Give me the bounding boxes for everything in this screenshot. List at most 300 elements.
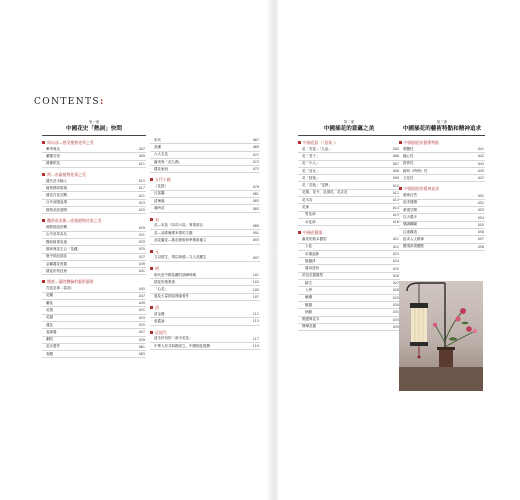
toc-entry-label: 審美的基本器型 — [302, 236, 327, 241]
toc-entry[interactable] — [298, 244, 400, 251]
toc-entry[interactable] — [150, 279, 260, 286]
toc-entry-label: 藝術自然 — [403, 193, 417, 198]
toc-entry[interactable] — [298, 280, 400, 287]
toc-entry-page: 055 — [138, 323, 145, 328]
toc-entry[interactable] — [42, 285, 146, 292]
toc-entry-page: 021 — [392, 237, 399, 242]
toc-entry-label: 盛及大量插花理論著作 — [154, 294, 189, 299]
toc-entry-label: 以少勝多 — [403, 215, 417, 220]
toc-entry-page: 013 — [392, 198, 399, 203]
toc-entry-label: 花「君子」 — [302, 153, 320, 158]
toc-entry-page: 081 — [252, 191, 259, 196]
section-heading-text: 魏晉南北朝—欣賞植物花果之美 — [47, 218, 102, 224]
toc-entry-label: 品花鑑花—插花藝術和學禮系確立 — [154, 237, 207, 242]
toc-entry[interactable] — [42, 239, 146, 246]
toc-entry-page: 055 — [477, 222, 484, 227]
toc-entry-label: 卷線器 — [46, 329, 57, 334]
part-number: 第三冊 — [436, 120, 448, 124]
section-marker-icon — [298, 141, 301, 144]
section-heading-text: 近現代 — [155, 329, 167, 335]
toc-entry-page: 023 — [138, 200, 145, 205]
toc-entry-label: 缽生 — [305, 280, 312, 285]
toc-entry[interactable] — [150, 237, 260, 244]
toc-entry-page: 045 — [138, 286, 145, 291]
toc-entry-page: 083 — [252, 199, 259, 204]
toc-entry[interactable] — [42, 192, 146, 199]
toc-entry[interactable] — [298, 302, 400, 309]
toc-entry-page: 022 — [392, 244, 399, 249]
toc-entry-page: 042 — [477, 154, 484, 159]
toc-entry-page: 111 — [252, 312, 259, 317]
toc-entry-page: 037 — [138, 254, 145, 259]
toc-entry-label: 隱代花木輸入 — [46, 178, 67, 183]
toc-entry-page: 057 — [477, 237, 484, 242]
toc-section — [150, 266, 260, 301]
toc-section — [150, 177, 260, 212]
toc-entry[interactable] — [150, 198, 260, 205]
toc-entry-page: 014 — [392, 205, 399, 210]
toc-entry-page: 035 — [392, 324, 399, 329]
toc-entry[interactable] — [42, 300, 146, 307]
section-heading-text: 中國插花的藝術特點 — [404, 140, 440, 145]
toc-entry-page: 029 — [392, 295, 399, 300]
contents-title-text: CONTENTS — [34, 97, 100, 107]
toc-entry-label: 女花神 — [305, 219, 316, 224]
toc-entry-label: 清金器 — [154, 311, 165, 316]
toc-entry-page: 029 — [138, 225, 145, 230]
section-marker-icon — [150, 218, 153, 221]
toc-entry[interactable] — [298, 146, 400, 153]
toc-entry[interactable] — [150, 144, 260, 151]
toc-entry-label: 隨心性 — [403, 153, 414, 158]
toc-entry-page: 035 — [138, 247, 145, 252]
toc-entry[interactable] — [150, 230, 260, 237]
toc-entry-page: 005 — [392, 147, 399, 152]
toc-entry[interactable] — [42, 307, 146, 314]
part-one-column — [42, 120, 146, 358]
toc-entry-page: 085 — [252, 206, 259, 211]
right-page — [278, 0, 520, 500]
toc-entry-label: 參考與比 — [46, 146, 60, 151]
toc-entry-page: 049 — [138, 301, 145, 306]
toc-section — [150, 330, 260, 351]
toc-entry-page: 051 — [477, 193, 484, 198]
toc-entry[interactable] — [298, 219, 400, 226]
toc-entry-label: 劇院 — [46, 337, 53, 342]
toc-entry[interactable] — [150, 223, 260, 230]
toc-entry-page: 041 — [477, 147, 484, 152]
toc-entry[interactable] — [298, 287, 400, 294]
toc-entry-label: 花「按客」 — [302, 175, 320, 180]
toc-entry[interactable] — [42, 185, 146, 192]
toc-entry-label: 隱花折枝技術 — [46, 268, 67, 273]
toc-entry[interactable] — [298, 295, 400, 302]
part-one-column-continued — [150, 133, 260, 350]
toc-entry-page: 071 — [252, 152, 259, 157]
toc-entry-label: 國畫與花木 — [302, 317, 320, 322]
toc-entry-page: 061 — [138, 344, 145, 349]
toc-entry-label: 市場盆鉢 — [305, 251, 319, 256]
toc-entry[interactable] — [42, 344, 146, 351]
toc-entry[interactable] — [150, 311, 260, 318]
toc-entry[interactable] — [42, 178, 146, 185]
toc-entry-page: 047 — [138, 293, 145, 298]
title-rule — [399, 135, 485, 136]
toc-entry[interactable] — [150, 336, 260, 343]
title-rule — [42, 135, 146, 136]
toc-entry[interactable] — [42, 322, 146, 329]
toc-entry-label: 臉盤 — [305, 302, 312, 307]
toc-entry-label: 歲時花 — [154, 206, 165, 211]
toc-entry-page: 043 — [477, 161, 484, 166]
toc-entry-page: 097 — [252, 255, 259, 260]
toc-entry-label: 瓦盆鑑 — [154, 191, 165, 196]
toc-entry-label: 重視空間 — [403, 207, 417, 212]
toc-entry[interactable] — [298, 161, 400, 168]
section-heading-text: 中國插花的精神追求 — [404, 186, 440, 192]
toc-entry-page: 067 — [252, 138, 259, 143]
toc-entry-page: 056 — [477, 230, 484, 235]
toc-entry-label: 高潔 — [154, 144, 161, 149]
toc-entry-page: 073 — [252, 160, 259, 165]
toc-entry-page: 047 — [477, 176, 484, 181]
toc-entry-label: 花藥 — [46, 293, 53, 298]
toc-entry-page: 053 — [477, 208, 484, 213]
toc-entry[interactable] — [298, 324, 400, 331]
section-marker-icon — [42, 219, 45, 222]
toc-entry[interactable] — [42, 261, 146, 268]
toc-entry-page: 117 — [252, 336, 259, 341]
toc-entry-label: 常見花器器型 — [302, 273, 323, 278]
toc-entry[interactable] — [298, 168, 400, 175]
toc-entry-label: 意蓋論 — [154, 318, 165, 323]
toc-entry[interactable] — [150, 286, 260, 293]
toc-section — [42, 172, 146, 214]
toc-entry-label: 中華人民共和國成立，中國插花復興 — [154, 343, 210, 348]
toc-entry-page: 011 — [138, 161, 145, 166]
toc-entry[interactable] — [298, 182, 400, 189]
toc-entry[interactable] — [399, 168, 485, 175]
toc-entry-label: 強調構圖 — [403, 222, 417, 227]
toc-entry-page: 006 — [392, 154, 399, 159]
toc-entry-label: 「心花」 — [154, 287, 168, 292]
toc-entry[interactable] — [298, 273, 400, 280]
toc-entry-label: 明代是中國花藏的頂峰時期 — [154, 272, 196, 277]
toc-entry[interactable] — [399, 244, 485, 251]
toc-entry[interactable] — [399, 222, 485, 229]
toc-entry[interactable] — [298, 309, 400, 316]
section-marker-icon — [399, 187, 402, 190]
toc-entry-page: 033 — [138, 240, 145, 245]
toc-entry-page: 057 — [138, 330, 145, 335]
section-heading-text: 明 — [155, 265, 159, 271]
toc-entry-page: 021 — [138, 193, 145, 198]
toc-entry-label: 唱響性 — [403, 146, 414, 151]
toc-entry-label: 佛家與花生合「花藏」 — [46, 246, 81, 251]
toc-entry-label: 魏晉植事長風 — [46, 239, 67, 244]
toc-entry-label: 體現真情體點 — [403, 244, 424, 249]
toc-entry-label: 蓮花 — [46, 322, 53, 327]
toc-entry-page: 031 — [392, 310, 399, 315]
toc-entry-label: 追求健積 — [403, 200, 417, 205]
toc-entry-page: 025 — [392, 266, 399, 271]
toc-entry-label: 瓶盤淨 — [305, 258, 316, 263]
toc-entry-page: 079 — [252, 184, 259, 189]
toc-entry-label: 花「良友」 — [302, 168, 320, 173]
toc-section — [298, 140, 400, 226]
toc-entry[interactable] — [399, 161, 485, 168]
toc-entry[interactable] — [399, 214, 485, 221]
toc-entry-page: 041 — [138, 269, 145, 274]
toc-entry-page: 007 — [392, 161, 399, 166]
toc-entry-label: 清末民初的「新中花花」 — [154, 336, 193, 341]
toc-entry-label: 線形《時例》性 — [403, 168, 428, 173]
toc-entry-page: 024 — [392, 259, 399, 264]
section-marker-icon — [42, 280, 45, 283]
toc-entry-label: 審美與「花九錫」 — [154, 159, 182, 164]
toc-entry-page: 033 — [392, 317, 399, 322]
section-marker-icon — [150, 267, 153, 270]
toc-entry-label: 瓶中插色插花 — [46, 254, 67, 259]
toc-section — [42, 140, 146, 168]
toc-entry-label: 卜盆 — [305, 244, 312, 249]
toc-entry[interactable] — [399, 153, 485, 160]
toc-entry-label: 追求人文精神 — [403, 236, 424, 241]
section-marker-icon — [150, 178, 153, 181]
toc-entry[interactable] — [150, 159, 260, 166]
toc-section — [150, 217, 260, 245]
toc-entry-label: 插花的重要著 — [154, 279, 175, 284]
toc-entry[interactable] — [298, 236, 400, 243]
toc-entry[interactable] — [42, 207, 146, 214]
toc-entry-label: 文化性 — [403, 175, 414, 180]
contents-title — [34, 97, 105, 107]
toc-entry[interactable] — [42, 351, 146, 358]
toc-entry[interactable] — [150, 183, 260, 190]
toc-entry-page: 009 — [138, 154, 145, 159]
toc-entry-page: 039 — [138, 262, 145, 266]
section-marker-icon — [42, 173, 45, 176]
toc-section — [399, 140, 485, 182]
toc-entry-label: 植物花紋遊戲 — [46, 207, 67, 212]
toc-entry-page: 059 — [138, 337, 145, 342]
toc-entry[interactable] — [298, 175, 400, 182]
toc-entry-page: 075 — [252, 167, 259, 172]
section-marker-icon — [150, 306, 153, 309]
toc-entry-label: 隱花在花初期 — [46, 193, 67, 198]
toc-entry[interactable] — [42, 315, 146, 322]
section-marker-icon — [42, 141, 45, 144]
part-number: 第二冊 — [343, 120, 355, 124]
toc-entry-page: 028 — [392, 288, 399, 293]
toc-entry-label: 寫實性 — [403, 161, 414, 166]
toc-entry[interactable] — [298, 258, 400, 265]
toc-entry[interactable] — [298, 153, 400, 160]
toc-entry[interactable] — [42, 337, 146, 344]
part-title: 中國花史「熱詞」快問 — [66, 126, 122, 132]
toc-entry[interactable] — [150, 191, 260, 198]
toc-section — [150, 137, 260, 173]
toc-entry-page: 031 — [138, 232, 145, 237]
toc-entry-label: 花錢 — [46, 315, 53, 320]
toc-entry[interactable] — [42, 146, 146, 153]
toc-entry-label: 蘭花 — [46, 300, 53, 305]
toc-entry-label: 山中花草為友 — [46, 232, 67, 237]
toc-entry[interactable] — [42, 293, 146, 300]
toc-entry[interactable] — [150, 205, 260, 212]
section-heading-text: 中國花藝器 — [303, 230, 323, 236]
toc-entry-label: 花瑞 — [46, 307, 53, 312]
toc-section — [150, 249, 260, 262]
toc-entry[interactable] — [298, 251, 400, 258]
toc-entry-page: 105 — [252, 287, 259, 292]
toc-entry-page: 016 — [392, 220, 399, 225]
toc-entry[interactable] — [150, 255, 260, 262]
toc-entry-label: 器用造形 — [305, 266, 319, 271]
toc-entry-page: 103 — [252, 280, 259, 285]
toc-entry-page: 045 — [477, 169, 484, 174]
toc-entry-page: 053 — [138, 315, 145, 320]
toc-section — [42, 279, 146, 358]
toc-entry-label: 花「小人」 — [302, 161, 320, 166]
toc-entry[interactable] — [150, 272, 260, 279]
toc-entry-label: 男花神 — [305, 212, 316, 217]
section-heading-text: 五代十國 — [155, 177, 171, 183]
toc-entry-page: 052 — [477, 200, 484, 205]
toc-entry-label: 花—詩歌擁護本情的主題 — [154, 230, 193, 235]
toc-entry-label: 花卉畫作 — [46, 344, 60, 349]
toc-entry-label: 柄類 — [305, 309, 312, 314]
toc-entry[interactable] — [150, 343, 260, 350]
toc-section — [42, 218, 146, 275]
toc-entry[interactable] — [42, 246, 146, 253]
toc-entry[interactable] — [42, 329, 146, 336]
section-marker-icon — [150, 331, 153, 334]
toc-entry-page: 093 — [252, 238, 259, 243]
toc-entry-page: 091 — [252, 231, 259, 236]
toc-entry[interactable] — [42, 224, 146, 231]
part-three-column — [399, 120, 485, 251]
toc-entry-page: 113 — [252, 319, 259, 324]
toc-entry-page: 008 — [392, 169, 399, 174]
toc-entry-label: 禮佛供花 — [46, 161, 60, 166]
toc-entry[interactable] — [399, 192, 485, 199]
toc-entry-label: 宮廷花事（春香） — [46, 286, 74, 291]
toc-entry-page: 027 — [392, 281, 399, 286]
toc-entry[interactable] — [298, 204, 400, 211]
section-heading-text: 中國花語（「意象」） — [303, 140, 339, 145]
toc-entry-page: 069 — [252, 145, 259, 150]
section-marker-icon — [298, 231, 301, 234]
toc-entry-page: 026 — [392, 273, 399, 278]
toc-entry[interactable] — [150, 137, 260, 144]
toc-entry-page: 051 — [138, 308, 145, 313]
toc-entry[interactable] — [42, 153, 146, 160]
toc-entry-label: 金屬器花壺器 — [46, 261, 67, 266]
toc-section — [399, 186, 485, 250]
toc-entry-page: 017 — [138, 186, 145, 191]
toc-entry-label: 花木容 — [302, 197, 313, 202]
toc-entry-page: 025 — [138, 208, 145, 213]
toc-entry-page: 101 — [252, 273, 259, 277]
toc-entry-label: 春題 — [46, 351, 53, 356]
toc-entry[interactable] — [42, 200, 146, 207]
toc-entry-page: 089 — [252, 223, 259, 228]
toc-entry-label: 宋代 — [154, 137, 161, 142]
toc-entry[interactable] — [298, 317, 400, 324]
toc-entry-label: 百年前隱血環 — [46, 200, 67, 205]
title-rule — [298, 135, 400, 136]
toc-entry[interactable] — [42, 232, 146, 239]
ikebana-lantern-illustration — [399, 281, 483, 391]
toc-entry-label: 隱花東西 — [154, 166, 168, 171]
toc-section — [150, 305, 260, 326]
toc-entry-label: 花—宋花「四司六局」專業項目 — [154, 223, 203, 228]
toc-entry-label: 花「宮廷」「九品」 — [302, 146, 332, 151]
toc-entry-page: 058 — [477, 244, 484, 249]
toc-entry[interactable] — [42, 268, 146, 275]
section-heading-text: 元 — [155, 248, 159, 254]
toc-entry-page: 107 — [252, 294, 259, 299]
part-two-column — [298, 120, 400, 331]
toc-entry[interactable] — [298, 190, 400, 197]
toc-entry[interactable] — [399, 200, 485, 207]
toc-entry[interactable] — [298, 212, 400, 219]
toc-entry-label: 清暑處 — [154, 198, 165, 203]
section-heading-text: 两…由審植物花果之美 — [47, 171, 86, 177]
toc-entry-label: 砸碾 — [305, 295, 312, 300]
section-heading-text: 隋唐—藻的體驗的藝術藝術 — [47, 279, 94, 285]
part-title: 中國插花的藝術特點和精神追求 — [402, 126, 482, 132]
ikebana-lantern-photo — [399, 281, 483, 391]
toc-entry[interactable] — [42, 254, 146, 261]
toc-entry[interactable] — [399, 146, 485, 153]
toc-entry-page: 015 — [392, 212, 399, 217]
section-heading-text: 周以前—感受植物花草之美 — [47, 140, 94, 145]
section-heading-text: 清 — [155, 305, 159, 311]
toc-entry[interactable] — [298, 265, 400, 272]
toc-entry[interactable] — [150, 318, 260, 325]
toc-entry[interactable] — [150, 294, 260, 301]
toc-entry[interactable] — [399, 229, 485, 236]
toc-entry[interactable] — [298, 197, 400, 204]
toc-entry-label: 注重構造 — [403, 229, 417, 234]
section-heading-text: 宋 — [155, 216, 159, 222]
toc-entry[interactable] — [399, 236, 485, 243]
toc-entry-label: 花「花瓶」「花牌」 — [302, 183, 332, 188]
toc-entry-label: 蘭蕙交易 — [46, 153, 60, 158]
toc-entry-label: 六大名花 — [154, 152, 168, 157]
toc-entry-label: 簡單花器 — [302, 324, 316, 329]
part-number: 第一冊 — [88, 120, 100, 124]
toc-entry-label: 入學 — [305, 287, 312, 292]
toc-entry[interactable] — [399, 175, 485, 182]
toc-section — [298, 230, 400, 331]
section-marker-icon — [399, 141, 402, 144]
toc-entry-label: 花神 — [302, 205, 309, 210]
toc-entry-page: 054 — [477, 215, 484, 220]
section-marker-icon — [150, 250, 153, 253]
toc-entry-page: 119 — [252, 344, 259, 349]
toc-entry-page: 009 — [392, 176, 399, 181]
part-title: 中國插花的意蘊之美 — [323, 126, 375, 132]
toc-entry[interactable] — [42, 161, 146, 168]
toc-entry[interactable] — [150, 152, 260, 159]
toc-entry-label: 《花經》 — [154, 184, 168, 189]
toc-entry[interactable] — [399, 207, 485, 214]
toc-entry-page: 063 — [138, 352, 145, 357]
toc-entry[interactable] — [150, 166, 260, 173]
